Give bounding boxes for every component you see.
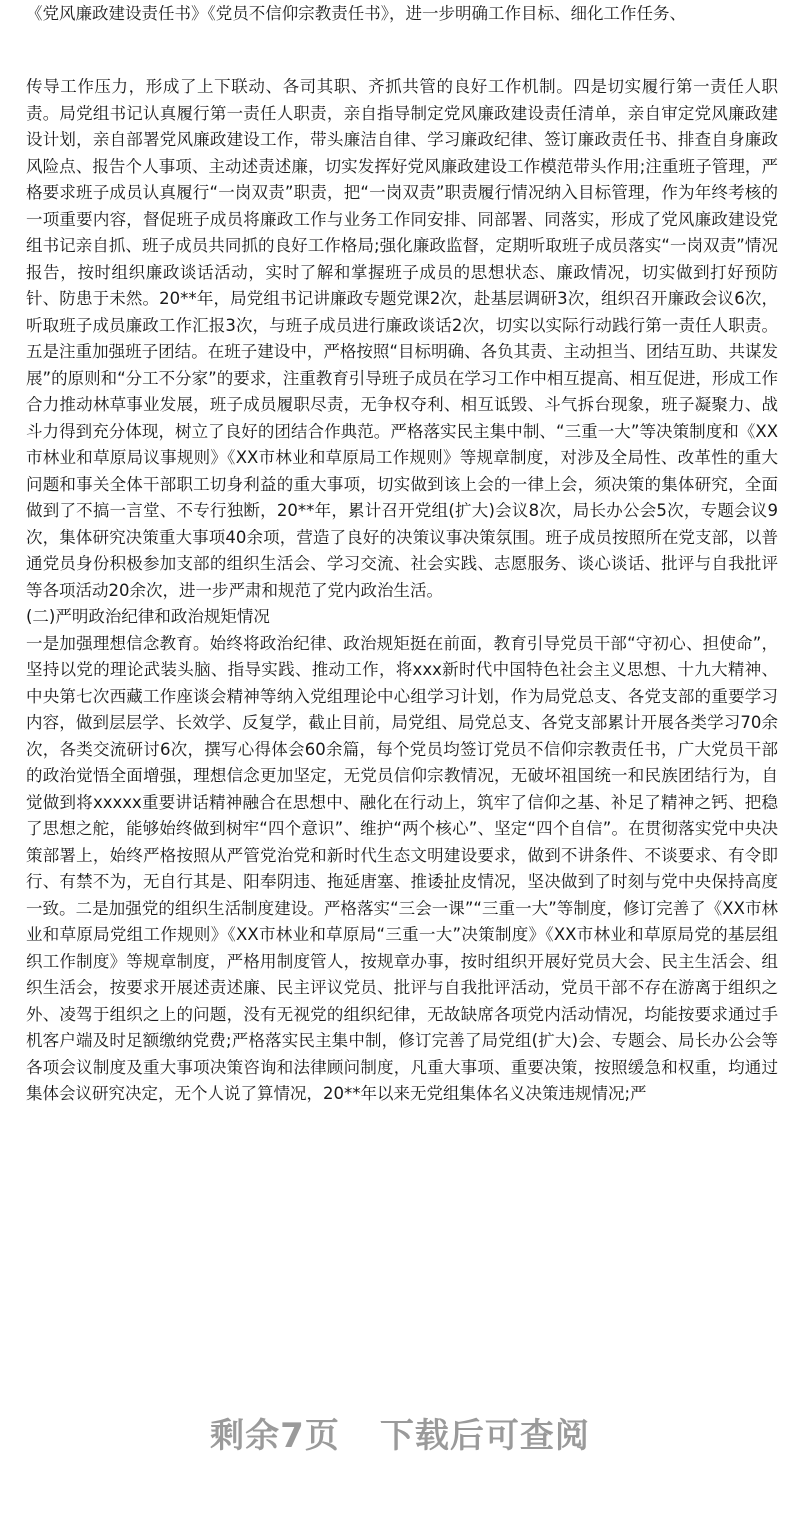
- remaining-pages-label: 剩余7页: [210, 1416, 340, 1456]
- body-paragraph-political-discipline: 一是加强理想信念教育。始终将政治纪律、政治规矩挺在前面，教育引导党员干部“守初心、担使命”，坚持以党的理论武装头脑、指导实践、推动工作，将xxx新时代中国特色社会主义思想、十九大精神、中央第七次西藏工作座谈会精神等纳入党组理论中心组学习计划，作为局党总支、各党支部的重要学习内容，做到层层学、长效学、反复学，截止目前，局党组、局党总支、各党支部累计开展各类学习70余次，各类交流研讨6次，撰写心得体会60余篇，每个党员均签订党员不信仰宗教责任书，广大党员干部的政治觉悟全面增强，理想信念更加坚定，无党员信仰宗教情况，无破坏祖国统一和民族团结行为，自觉做到将xxxxx重要讲话精神融合在思想中、融化在行动上，筑牢了信仰之基、补足了精神之钙、把稳了思想之舵，能够始终做到树牢“四个意识”、维护“两个核心”、坚定“四个自信”。在贯彻落实党中央决策部署上，始终严格按照从严管党治党和新时代生态文明建设要求，做到不讲条件、不谈要求、有令即行、有禁不为，无自行其是、阳奉阴违、拖延唐塞、推诿扯皮情况，坚决做到了时刻与党中央保持高度一致。二是加强党的组织生活制度建设。严格落实“三会一课”“三重一大”等制度，修订完善了《XX市林业和草原局党组工作规则》《XX市林业和草原局“三重一大”决策制度》《XX市林业和草原局党的基层组织工作制度》等规章制度，严格用制度管人，按规章办事，按时组织开展好党员大会、民主生活会、组织生活会，按要求开展述责述廉、民主评议党员、批评与自我批评活动，党员干部不存在游离于组织之外、凌驾于组织之上的问题，没有无视党的组织纪律，无故缺席各项党内活动情况，均能按要求通过手机客户端及时足额缴纳党费;严格落实民主集中制，修订完善了局党组(扩大)会、专题会、局长办公会等各项会议制度及重大事项决策咨询和法律顾问制度，凡重大事项、重要决策，按照缓急和权重，均通过集体会议研究决定，无个人说了算情况，20**年以来无党组集体名义决策违规情况;严: [26, 633, 778, 1103]
- download-prompt-banner[interactable]: [0, 1408, 800, 1457]
- body-paragraph-leadership-duties: 传导工作压力，形成了上下联动、各司其职、齐抓共管的良好工作机制。四是切实履行第一责任人职责。局党组书记认真履行第一责任人职责，亲自指导制定党风廉政建设责任清单，亲自审定党风廉政建设计划，亲自部署党风廉政建设工作，带头廉洁自律、学习廉政纪律、签订廉政责任书、排查自身廉政风险点、报告个人事项、主动述责述廉，切实发挥好党风廉政建设工作模范带头作用;注重班子管理，严格要求班子成员认真履行“一岗双责”职责，把“一岗双责”职责履行情况纳入目标管理，作为年终考核的一项重要内容，督促班子成员将廉政工作与业务工作同安排、同部署、同落实，形成了党风廉政建设党组书记亲自抓、班子成员共同抓的良好工作格局;强化廉政监督，定期听取班子成员落实“一岗双责”情况报告，按时组织廉政谈话活动，实时了解和掌握班子成员的思想状态、廉政情况，切实做到打好预防针、防患于未然。20**年，局党组书记讲廉政专题党课2次，赴基层调研3次，组织召开廉政会议6次，听取班子成员廉政工作汇报3次，与班子成员进行廉政谈话2次，切实以实际行动践行第一责任人职责。五是注重加强班子团结。在班子建设中，严格按照“目标明确、各负其责、主动担当、团结互助、共谋发展”的原则和“分工不分家”的要求，注重教育引导班子成员在学习工作中相互提高、相互促进，形成工作合力推动林草事业发展，班子成员履职尽责，无争权夺利、相互诋毁、斗气拆台现象，班子凝聚力、战斗力得到充分体现，树立了良好的团结合作典范。严格落实民主集中制、“三重一大”等决策制度和《XX市林业和草原局议事规则》《XX市林业和草原局工作规则》等规章制度，对涉及全局性、改革性的重大问题和事关全体干部职工切身利益的重大事项，切实做到该上会的一律上会，须决策的集体研究，全面做到了不搞一言堂、不专行独断，20**年，累计召开党组(扩大)会议8次，局长办公会5次，专题会议9次，集体研究决策重大事项40余项，营造了良好的决策议事决策氛围。班子成员按照所在党支部，以普通党员身份积极参加支部的组织生活会、学习交流、社会实践、志愿服务、谈心谈话、批评与自我批评等各项活动20余次，进一步严肃和规范了党内政治生活。: [26, 77, 778, 600]
- download-to-view-label[interactable]: 下载后可查阅: [379, 1416, 590, 1456]
- previous-page-fragment-line: 《党风廉政建设责任书》《党员不信仰宗教责任书》，进一步明确工作目标、细化工作任务、: [26, 4, 686, 23]
- section-heading-political-discipline: (二)严明政治纪律和政治规矩情况: [26, 607, 270, 626]
- document-body: [26, 74, 778, 1108]
